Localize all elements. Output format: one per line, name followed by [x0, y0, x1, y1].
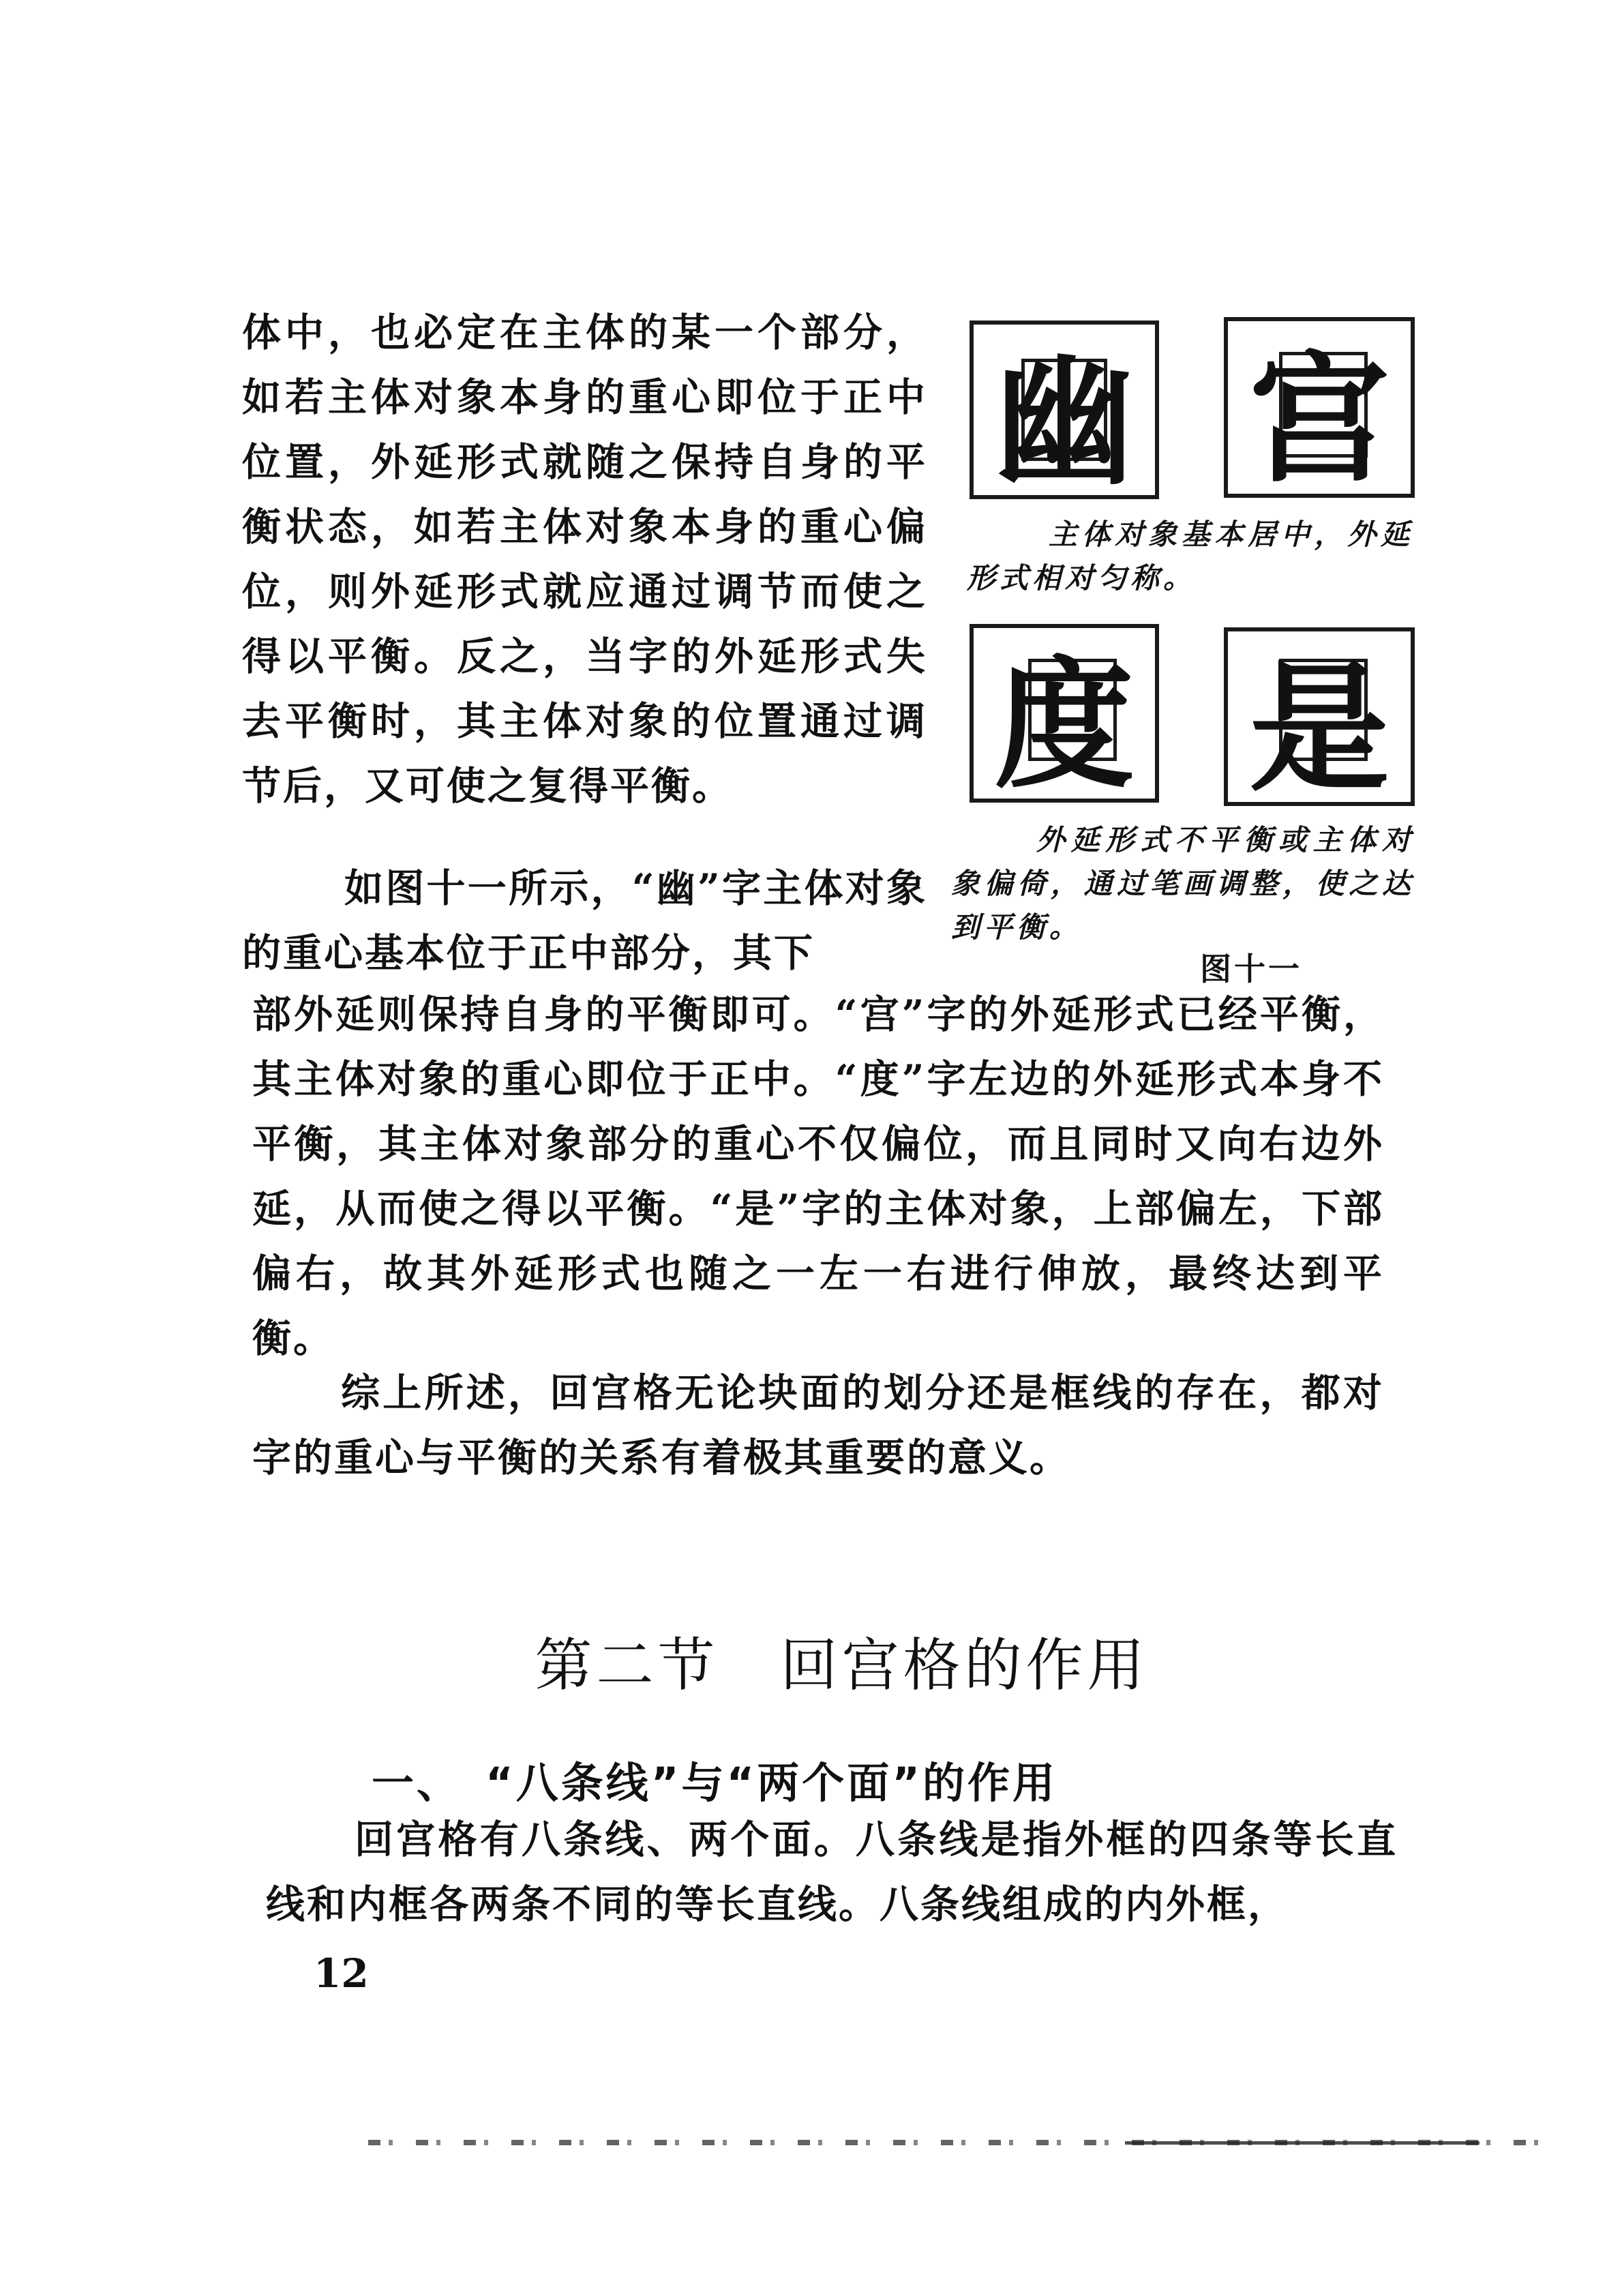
character-du: 度 [994, 643, 1135, 807]
character-shi: 是 [1249, 646, 1390, 811]
paragraph-2-rest: 部外延则保持自身的平衡即可。“宫”字的外延形式已经平衡，其主体对象的重心即位于正中。“度”字左边的外延形式本身不平衡，其主体对象部分的重心不仅偏位，而且同时又向右边外延，从而使之得以平衡。“是”字的主体对象，上部偏左，下部偏右，故其外延形式也随之一左一右进行伸放，最终达到平衡。 [252, 992, 1384, 1361]
paragraph-3: 综上所述，回宫格无论块面的划分还是框线的存在，都对字的重心与平衡的关系有着极其重要的意义。 [252, 1370, 1384, 1480]
grid-box-gong [1224, 317, 1415, 501]
page-number: 12 [314, 1950, 369, 1997]
subsection-title: 一、 “八条线”与“两个面”的作用 [372, 1758, 1057, 1808]
character-you: 幽 [994, 340, 1135, 504]
grid-box-du [970, 624, 1159, 807]
paragraph-2-start: 如图十一所示，“幽”字主体对象的重心基本位于正中部分，其下 [242, 865, 927, 976]
grid-box-you [970, 320, 1159, 504]
figure-caption-2: 外延形式不平衡或主体对象偏倚，通过笔画调整，使之达到平衡。 [951, 823, 1415, 944]
figure-caption-1: 主体对象基本居中，外延形式相对匀称。 [967, 518, 1413, 595]
character-gong: 宫 [1249, 338, 1390, 501]
paragraph-1: 体中，也必定在主体的某一个部分，如若主体对象本身的重心即位于正中位置，外延形式就随之保持自身的平衡状态，如若主体对象本身的重心偏位，则外延形式就应通过调节而使之得以平衡。反之，当字的外延形式失去平衡时，其主体对象的位置通过调节后，又可使之复得平衡。 [242, 310, 927, 809]
figure-label: 图十一 [1200, 951, 1302, 987]
scan-artifact-line-solid [1125, 2141, 1480, 2145]
grid-box-shi [1224, 627, 1415, 811]
paragraph-4: 回宫格有八条线、两个面。八条线是指外框的四条等长直线和内框各两条不同的等长直线。八条线组成的内外框， [266, 1817, 1398, 1927]
section-title: 第二节 回宫格的作用 [535, 1632, 1149, 1699]
